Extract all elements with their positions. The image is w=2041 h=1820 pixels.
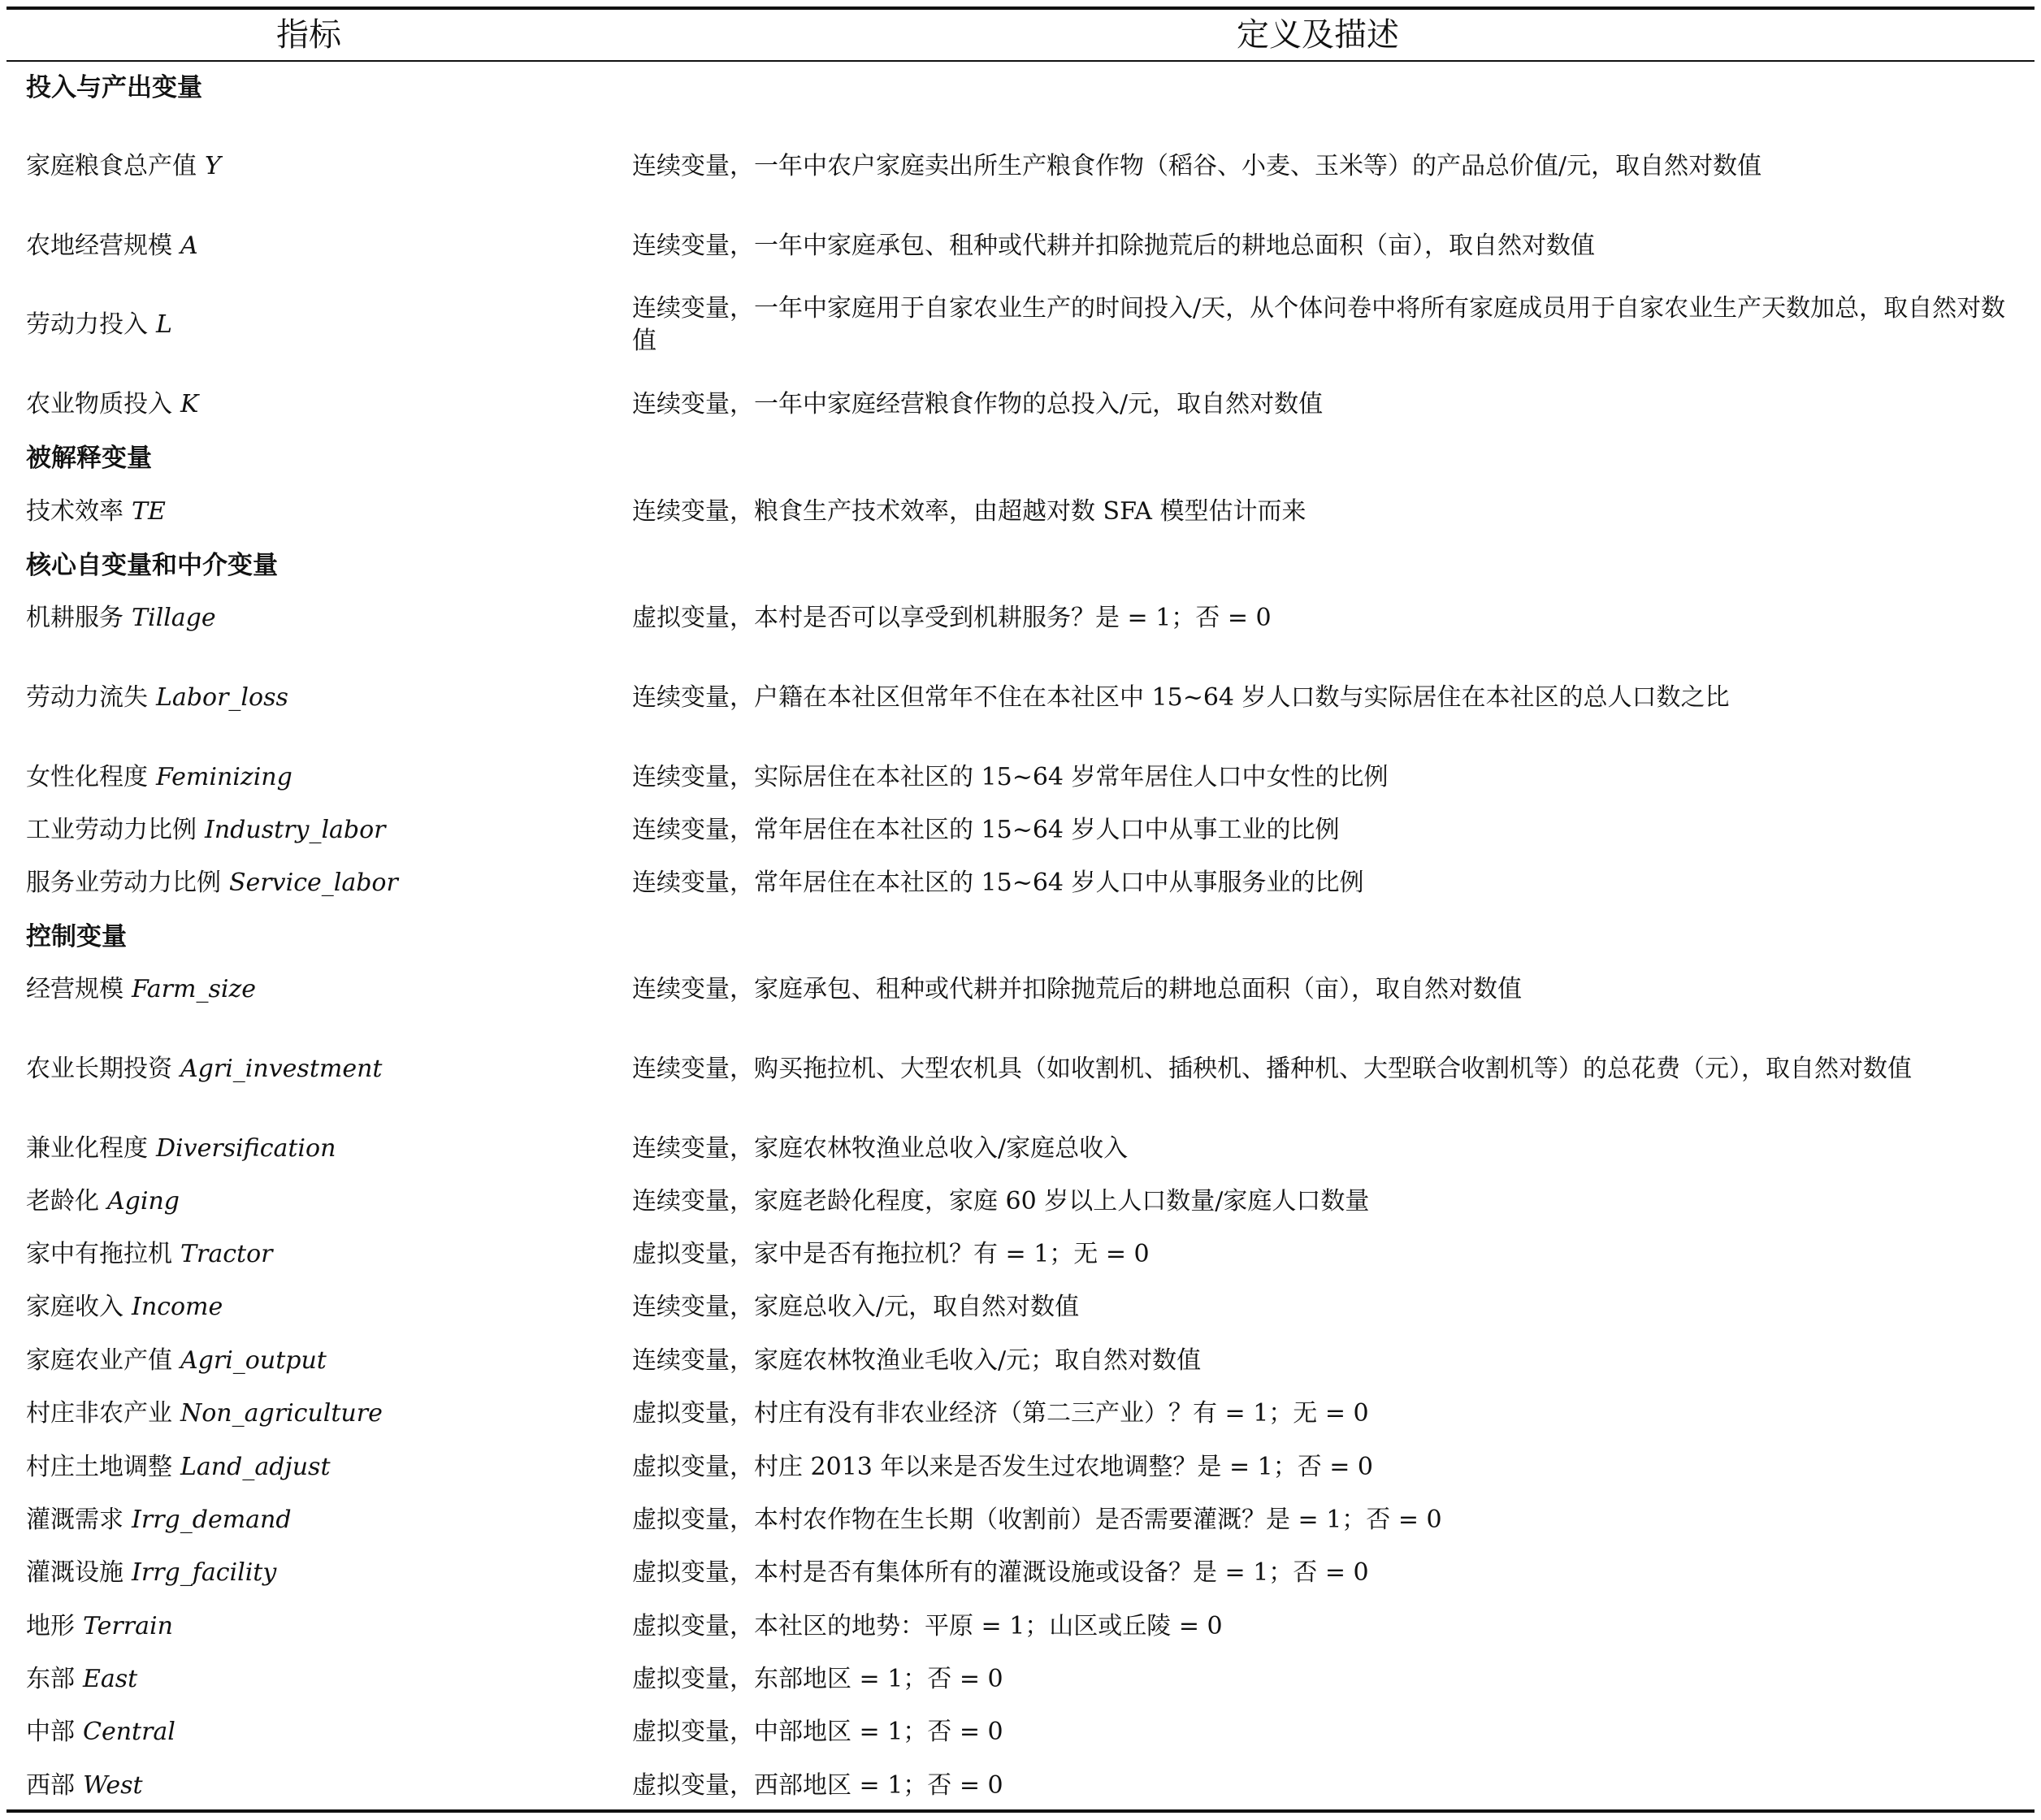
indicator-cell [26,682,288,714]
indicator-symbol: Agri_output [180,1346,327,1375]
indicator-cell [26,1504,292,1536]
indicator-name: 兼业化程度 [26,1134,148,1163]
indicator-symbol: Irrg_facility [132,1558,277,1587]
definition-cell: 虚拟变量，西部地区 = 1；否 = 0 [632,1771,1003,1800]
indicator-name: 机耕服务 [26,604,124,632]
indicator-cell [26,867,398,899]
indicator-name: 经营规模 [26,975,124,1003]
indicator-name: 村庄非农产业 [26,1399,172,1428]
indicator-cell [26,150,221,183]
indicator-cell [26,1053,382,1086]
definition-cell: 连续变量，家庭总收入/元，取自然对数值 [632,1293,1080,1321]
indicator-cell [26,230,198,262]
indicator-cell [26,1610,173,1643]
indicator-cell [26,1398,383,1430]
indicator-symbol: Central [83,1718,176,1746]
definition-cell: 连续变量，购买拖拉机、大型农机具（如收割机、插秧机、播种机、大型联合收割机等）的总花费（元），取自然对数值 [632,1055,1912,1083]
indicator-symbol: L [156,310,172,339]
indicator-cell [26,1770,143,1802]
definition-cell: 连续变量，家庭农林牧渔业毛收入/元；取自然对数值 [632,1346,1202,1375]
indicator-name: 家庭粮食总产值 [26,152,197,180]
indicator-symbol: Land_adjust [180,1453,331,1481]
indicator-name: 西部 [26,1771,75,1800]
indicator-name: 劳动力流失 [26,683,148,712]
indicator-symbol: Y [205,152,221,180]
header-col-indicator: 指标 [276,16,341,54]
definition-cell: 连续变量，一年中家庭用于自家农业生产的时间投入/天，从个体问卷中将所有家庭成员用于自家农业生产天数加总，取自然对数值 [632,294,2006,355]
bottom-rule [6,1809,2034,1813]
definition-cell: 连续变量，家庭承包、租种或代耕并扣除抛荒后的耕地总面积（亩），取自然对数值 [632,975,1522,1003]
indicator-name: 农业长期投资 [26,1055,172,1083]
indicator-symbol: Agri_investment [180,1055,383,1083]
indicator-name: 地形 [26,1612,75,1640]
indicator-cell [26,309,172,341]
indicator-symbol: Labor_loss [156,683,288,712]
indicator-cell [26,1345,327,1377]
definition-cell: 虚拟变量，村庄有没有非农业经济（第二三产业）？有 = 1；无 = 0 [632,1399,1369,1428]
definition-cell: 连续变量，户籍在本社区但常年不住在本社区中 15~64 岁人口数与实际居住在本社区的总人口数之比 [632,683,1730,712]
indicator-cell [26,1716,176,1748]
indicator-symbol: Feminizing [156,763,292,791]
indicator-name: 灌溉需求 [26,1506,124,1534]
indicator-cell [26,814,386,847]
definition-cell: 连续变量，粮食生产技术效率，由超越对数 SFA 模型估计而来 [632,497,1306,526]
indicator-name: 女性化程度 [26,763,148,791]
definition-cell: 连续变量，常年居住在本社区的 15~64 岁人口中从事工业的比例 [632,816,1340,844]
indicator-symbol: East [83,1665,138,1693]
indicator-symbol: Service_labor [229,869,398,897]
definition-cell: 连续变量，家庭农林牧渔业总收入/家庭总收入 [632,1134,1129,1163]
definition-cell: 连续变量，家庭老龄化程度，家庭 60 岁以上人口数量/家庭人口数量 [632,1187,1370,1216]
indicator-cell [26,602,216,635]
indicator-symbol: Industry_labor [205,816,386,844]
top-rule [6,6,2034,10]
definition-cell: 虚拟变量，中部地区 = 1；否 = 0 [632,1718,1003,1746]
indicator-name: 农业物质投入 [26,390,172,418]
indicator-symbol: Terrain [83,1612,173,1640]
indicator-symbol: Irrg_demand [132,1506,292,1534]
definition-cell: 虚拟变量，本村农作物在生长期（收割前）是否需要灌溉？是 = 1；否 = 0 [632,1506,1442,1534]
indicator-cell [26,1557,276,1589]
indicator-name: 农地经营规模 [26,232,172,260]
indicator-cell [26,761,292,794]
section-heading: 投入与产出变量 [26,73,202,102]
indicator-name: 服务业劳动力比例 [26,869,221,897]
indicator-symbol: K [180,390,199,418]
indicator-cell [26,1291,223,1324]
definition-cell: 虚拟变量，村庄 2013 年以来是否发生过农地调整？是 = 1；否 = 0 [632,1453,1374,1481]
definition-cell: 连续变量，一年中家庭承包、租种或代耕并扣除抛荒后的耕地总面积（亩），取自然对数值 [632,232,1595,260]
indicator-name: 家庭农业产值 [26,1346,172,1375]
definition-cell: 虚拟变量，本社区的地势：平原 = 1；山区或丘陵 = 0 [632,1612,1223,1640]
header-col-definition: 定义及描述 [1237,16,1399,54]
indicator-name: 劳动力投入 [26,310,148,339]
indicator-cell [26,1185,180,1218]
indicator-name: 中部 [26,1718,75,1746]
section-heading: 控制变量 [26,922,127,951]
indicator-symbol: West [83,1771,143,1800]
indicator-symbol: Aging [107,1187,180,1216]
indicator-name: 工业劳动力比例 [26,816,197,844]
indicator-cell [26,1663,137,1696]
indicator-symbol: Farm_size [132,975,257,1003]
indicator-cell [26,388,198,421]
definition-cell: 连续变量，一年中农户家庭卖出所生产粮食作物（稻谷、小麦、玉米等）的产品总价值/元，取自然对数值 [632,152,1762,180]
definition-cell: 虚拟变量，本村是否可以享受到机耕服务？是 = 1；否 = 0 [632,604,1272,632]
definition-cell: 虚拟变量，东部地区 = 1；否 = 0 [632,1665,1003,1693]
indicator-cell [26,1133,336,1165]
indicator-name: 灌溉设施 [26,1558,124,1587]
indicator-cell [26,1451,331,1484]
indicator-symbol: Non_agriculture [180,1399,383,1428]
indicator-cell [26,973,256,1006]
indicator-name: 技术效率 [26,497,124,526]
indicator-symbol: Tillage [132,604,216,632]
indicator-symbol: Tractor [180,1240,273,1268]
indicator-cell [26,1238,273,1271]
definition-cell: 连续变量，常年居住在本社区的 15~64 岁人口中从事服务业的比例 [632,869,1364,897]
section-heading: 核心自变量和中介变量 [26,551,278,580]
indicator-name: 老龄化 [26,1187,99,1216]
definition-cell: 虚拟变量，家中是否有拖拉机？有 = 1；无 = 0 [632,1240,1150,1268]
indicator-name: 东部 [26,1665,75,1693]
header-rule [6,60,2034,62]
indicator-symbol: Diversification [156,1134,336,1163]
indicator-name: 村庄土地调整 [26,1453,172,1481]
section-heading: 被解释变量 [26,444,152,473]
definition-cell: 连续变量，一年中家庭经营粮食作物的总投入/元，取自然对数值 [632,390,1324,418]
indicator-symbol: TE [132,497,166,526]
indicator-symbol: Income [132,1293,223,1321]
indicator-name: 家庭收入 [26,1293,124,1321]
definition-cell: 连续变量，实际居住在本社区的 15~64 岁常年居住人口中女性的比例 [632,763,1389,791]
indicator-symbol: A [180,232,198,260]
definition-cell: 虚拟变量，本村是否有集体所有的灌溉设施或设备？是 = 1；否 = 0 [632,1558,1369,1587]
indicator-cell [26,496,166,528]
indicator-name: 家中有拖拉机 [26,1240,172,1268]
